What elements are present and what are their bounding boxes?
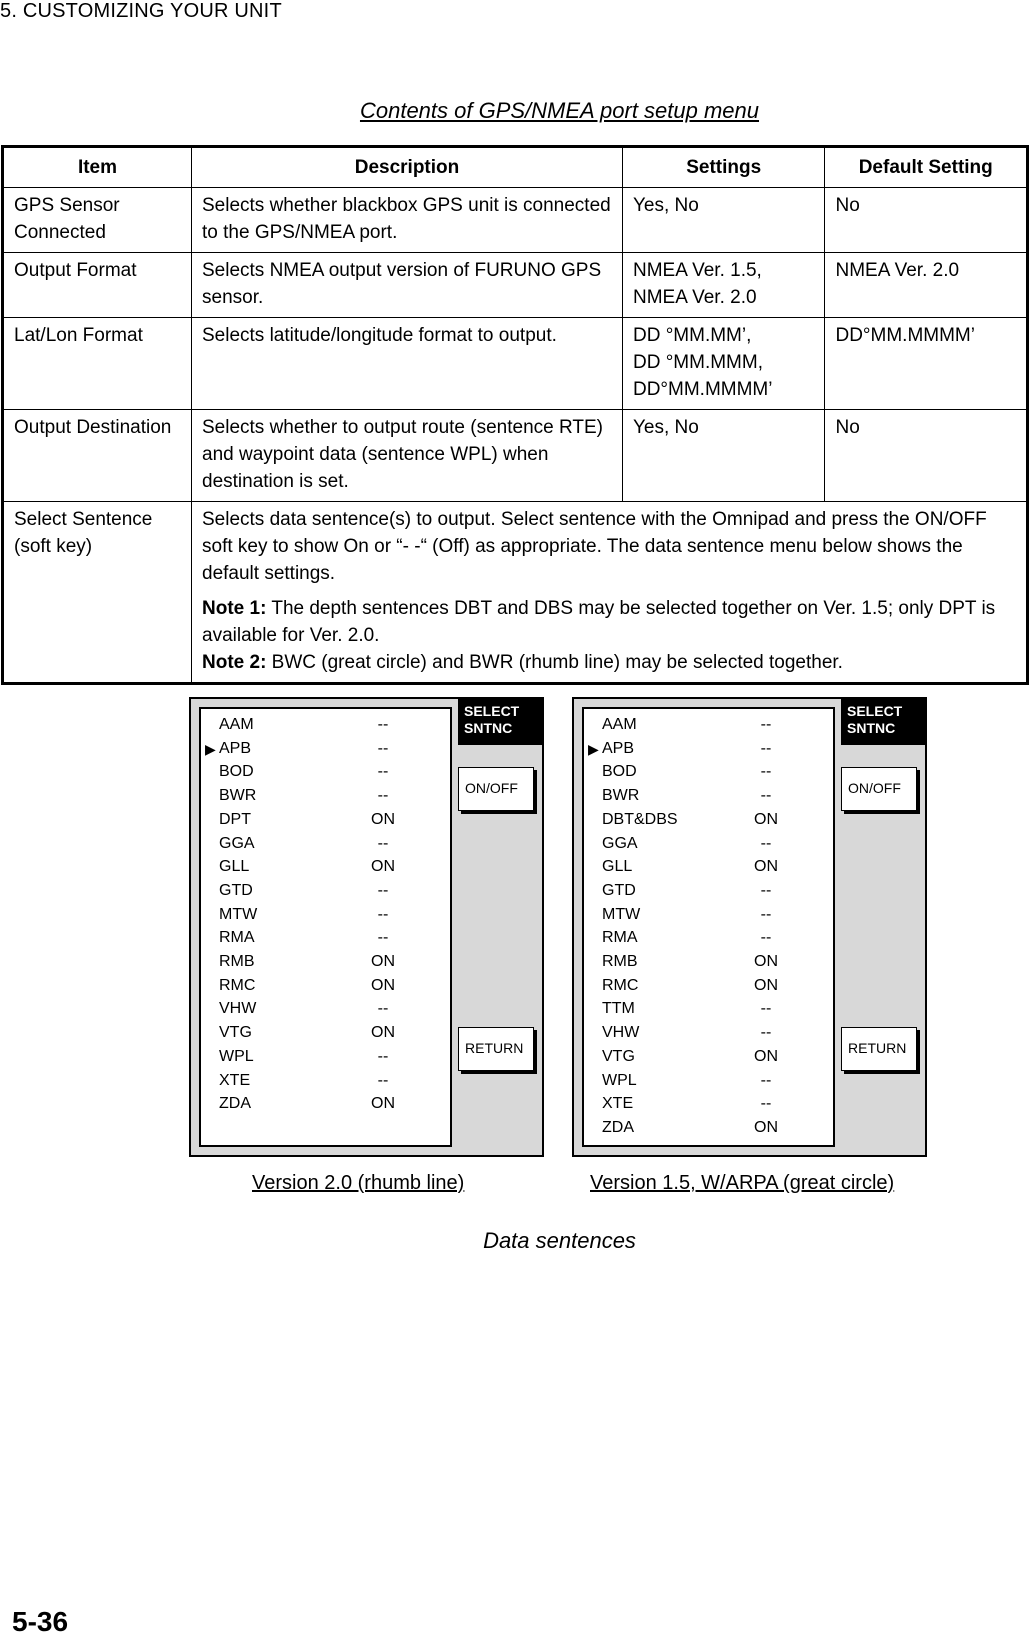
soft-key-title-line: SNTNC [847,720,896,736]
sentence-name: WPL [219,1047,254,1065]
cell-default: No [825,188,1028,253]
sentence-value: ON [371,976,395,994]
sentence-row[interactable] [584,903,833,927]
sentence-name: BOD [219,763,254,781]
cursor-arrow-icon: ▶ [205,740,216,757]
cell-item: Lat/Lon Format [3,318,192,410]
cell-description: Selects whether to output route (sentence RTE) and waypoint data (sentence WPL) when destination is set. [192,410,623,502]
sentence-value: ON [754,1047,778,1065]
setup-menu-table [1,145,1029,685]
sentence-value: -- [377,739,389,757]
sentence-value: -- [760,716,772,733]
cell-description: Selects latitude/longitude format to output. [192,318,623,410]
note-2 [202,649,1016,676]
sentence-row[interactable] [584,879,833,903]
sentence-row[interactable] [584,1069,833,1093]
sentence-value: -- [760,834,772,852]
sentence-name: BWR [219,787,257,805]
sentence-name: MTW [602,905,641,923]
sentence-row[interactable] [201,974,450,998]
table-caption: Contents of GPS/NMEA port setup menu [359,98,760,123]
sentence-value: ON [754,976,778,994]
sentence-name: ZDA [219,1095,251,1113]
table-row [3,318,1028,410]
sentence-name: DPT [219,810,251,828]
sentence-value: -- [377,1071,389,1089]
screen-caption-v1-5: Version 1.5, W/ARPA (great circle) [590,1172,895,1194]
cell-description [192,502,1028,684]
sentence-value: -- [377,763,389,781]
sentence-name: XTE [602,1095,634,1113]
sentence-row[interactable] [201,784,450,808]
sentence-name: DBT&DBS [602,810,678,828]
sentence-value: -- [377,881,389,899]
sentence-row[interactable] [584,855,833,879]
cell-default: No [825,410,1028,502]
sentence-row[interactable] [584,1045,833,1069]
cell-settings: Yes, No [622,410,825,502]
cell-item: Output Destination [3,410,192,502]
sentence-name: TTM [602,1000,635,1018]
sentence-row[interactable] [584,997,833,1021]
sentence-name: BWR [602,787,640,805]
cell-default: NMEA Ver. 2.0 [825,253,1028,318]
note-1 [202,595,1016,649]
sentence-value: ON [371,810,395,828]
sentence-row[interactable] [201,1069,450,1093]
sentence-name: GLL [219,858,250,876]
sentence-name: APB [219,739,252,757]
note-1-text: The depth sentences DBT and DBS may be selected together on Ver. 1.5; only DPT is available for Ver. 2.0. [202,598,996,646]
sentence-value: -- [760,1000,772,1018]
cell-item: Output Format [3,253,192,318]
select-sentence-description: Selects data sentence(s) to output. Select sentence with the Omnipad and press the ON/OFF soft key to show On or “- -“ (Off) as appropriate. The data sentence menu below shows the default settings. [202,509,987,584]
sentence-value: -- [760,787,772,805]
cursor-arrow-icon: ▶ [588,740,599,757]
sentence-name: RMA [602,929,638,947]
sentence-row[interactable] [584,760,833,784]
sentence-row[interactable] [201,1021,450,1045]
cell-description: Selects NMEA output version of FURUNO GPS sensor. [192,253,623,318]
sentence-row[interactable] [584,737,833,761]
settings-line: DD °MM.MMM, [632,352,763,373]
sentence-row[interactable] [201,808,450,832]
settings-line: NMEA Ver. 2.0 [632,287,757,308]
sentence-name: WPL [602,1071,637,1089]
cell-default: DD°MM.MMMM’ [825,318,1028,410]
note-2-text: BWC (great circle) and BWR (rhumb line) may be selected together. [266,652,843,673]
sentence-value: -- [377,905,389,923]
sentence-row[interactable] [201,855,450,879]
sentence-value: -- [377,834,389,852]
cell-item: Select Sentence (soft key) [3,502,192,684]
cell-settings: Yes, No [622,188,825,253]
sentence-value: -- [760,739,772,757]
sentence-value: ON [371,953,395,970]
sentence-name: RMC [602,976,639,994]
sentence-row[interactable] [201,903,450,927]
table-row [3,253,1028,318]
soft-key-title-line: SNTNC [464,720,513,736]
sentence-value: ON [371,1095,395,1113]
table-header-row [3,147,1028,188]
sentence-row[interactable] [201,713,450,737]
on-off-button[interactable]: ON/OFF [841,767,917,811]
cell-settings [622,318,825,410]
sentence-row[interactable] [584,974,833,998]
header-item: Item [3,147,192,188]
settings-line: DD °MM.MM’, [632,325,752,346]
sentence-row[interactable] [584,926,833,950]
sentence-value: -- [377,1000,389,1018]
sentence-name: BOD [602,763,637,781]
header-default-setting: Default Setting [825,147,1028,188]
cell-settings [622,253,825,318]
data-sentence-screen-v2 [189,697,544,1157]
sentence-value: -- [760,1071,772,1089]
sentence-value: -- [760,1024,772,1042]
sentence-name: AAM [602,716,637,733]
table-row [3,188,1028,253]
soft-key-title-line: SELECT [464,703,520,719]
table-row [3,410,1028,502]
sentence-value: -- [377,929,389,947]
sentence-name: RMA [219,929,255,947]
page-number: 5-36 [12,1606,69,1637]
sentence-name: APB [602,739,635,757]
section-header: 5. CUSTOMIZING YOUR UNIT [0,0,282,22]
sentence-row[interactable] [584,832,833,856]
sentence-value: -- [377,787,389,805]
sentence-row[interactable] [201,737,450,761]
header-description: Description [192,147,623,188]
data-sentence-screen-v1-5 [572,697,927,1157]
sentence-value: -- [377,716,389,733]
sentence-name: GLL [602,858,633,876]
sentence-name: VHW [602,1024,640,1042]
soft-key-title-line: SELECT [847,703,903,719]
sentence-name: GGA [602,834,638,852]
sentence-row[interactable] [201,879,450,903]
sentence-name: XTE [219,1071,251,1089]
sentence-value: ON [754,858,778,876]
settings-line: DD°MM.MMMM’ [632,379,773,400]
sentence-name: VHW [219,1000,257,1018]
sentence-name: ZDA [602,1118,634,1136]
soft-key-title [841,699,927,745]
sentence-value: -- [760,881,772,899]
sentence-value: -- [760,763,772,781]
sentence-value: ON [754,1118,778,1136]
sentence-row[interactable] [201,1092,450,1116]
sentence-list [199,707,452,1147]
sentence-row[interactable] [201,926,450,950]
sentence-row[interactable] [584,784,833,808]
sentence-name: MTW [219,905,258,923]
note-2-label: Note 2: [202,652,267,673]
note-1-label: Note 1: [202,598,267,619]
sentence-name: VTG [219,1024,252,1042]
settings-line: NMEA Ver. 1.5, [632,260,762,281]
sentence-name: RMB [602,953,638,970]
sentence-name: GGA [219,834,255,852]
sentence-row[interactable] [201,1045,450,1069]
sentence-name: VTG [602,1047,635,1065]
screen-caption-v2: Version 2.0 (rhumb line) [252,1172,465,1194]
sentence-value: -- [760,929,772,947]
sentence-row[interactable] [584,1021,833,1045]
sentence-value: ON [754,953,778,970]
sentence-value: ON [371,1024,395,1042]
sentence-row[interactable] [584,1116,833,1140]
sentence-name: RMB [219,953,255,970]
soft-key-title [458,699,544,745]
sentence-row[interactable] [201,832,450,856]
on-off-button[interactable]: ON/OFF [458,767,534,811]
cell-description: Selects whether blackbox GPS unit is connected to the GPS/NMEA port. [192,188,623,253]
sentence-value: ON [754,810,778,828]
figure-caption: Data sentences [483,1228,636,1253]
sentence-name: GTD [219,881,253,899]
sentence-name: RMC [219,976,256,994]
sentence-name: GTD [602,881,636,899]
sentence-row[interactable] [201,760,450,784]
sentence-row[interactable] [584,713,833,737]
sentence-row[interactable] [201,997,450,1021]
sentence-name: AAM [219,716,254,733]
cell-item: GPS Sensor Connected [3,188,192,253]
sentence-row[interactable] [584,808,833,832]
sentence-row[interactable] [201,950,450,974]
return-button[interactable]: RETURN [841,1027,917,1071]
header-settings: Settings [622,147,825,188]
sentence-value: -- [760,905,772,923]
sentence-list [582,707,835,1147]
return-button[interactable]: RETURN [458,1027,534,1071]
sentence-row[interactable] [584,950,833,974]
sentence-value: -- [760,1095,772,1113]
table-row [3,502,1028,684]
sentence-row[interactable] [584,1092,833,1116]
sentence-value: -- [377,1047,389,1065]
sentence-value: ON [371,858,395,876]
